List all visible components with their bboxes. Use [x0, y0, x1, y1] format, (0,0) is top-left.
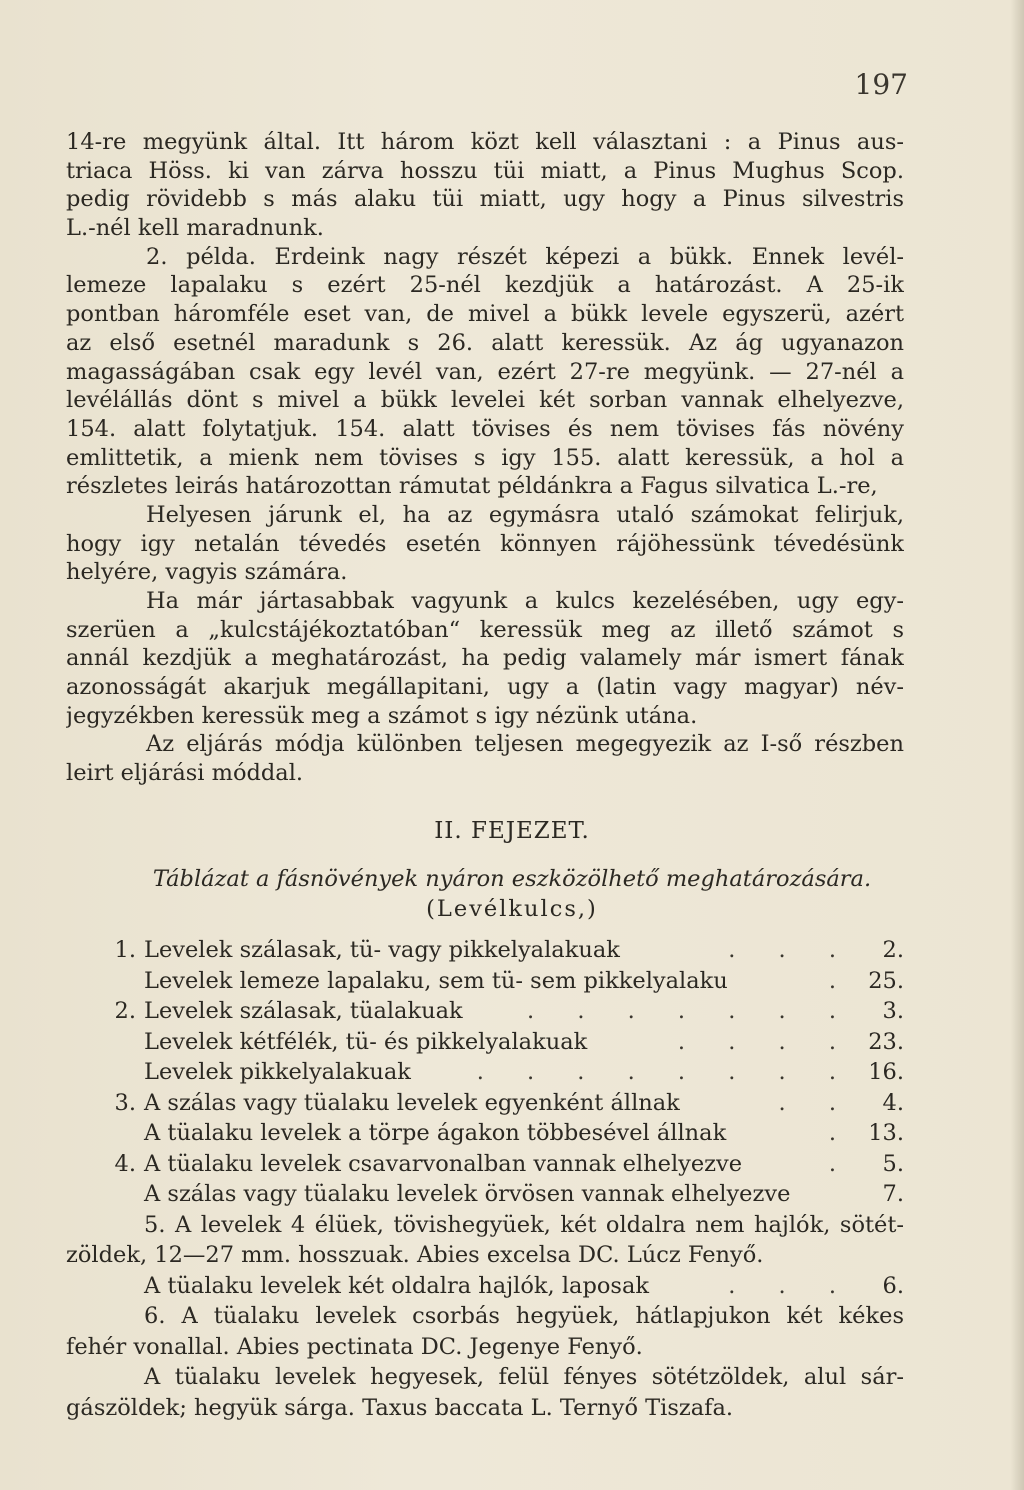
key-text: A szálas vagy tüalaku levelek örvösen vannak elhelyezve: [144, 1181, 791, 1207]
key-text: Levelek lemeze lapalaku, sem tü- sem pikkelyalaku: [144, 967, 728, 994]
text-line: 2. példa. Erdeink nagy részét képezi a bükk. Ennek levél-: [146, 243, 904, 270]
key-row: [66, 1118, 904, 1149]
text-line: pontban háromféle eset van, de mivel a bükk levele egyszerü, azért: [66, 301, 904, 328]
key-row: [66, 1149, 904, 1180]
text-line: L.-nél kell maradnunk.: [66, 215, 324, 242]
key-number: 1.: [114, 937, 136, 963]
key-leader-dots: . . .: [728, 1272, 854, 1299]
text-line: azonosságát akarjuk megállapitani, ugy a (latin vagy magyar) név-: [66, 674, 904, 701]
key-paragraph-line: [66, 1301, 904, 1332]
key-row: [66, 1088, 904, 1119]
key-reference: 5.: [882, 1150, 904, 1177]
key-text: zöldek, 12—27 mm. hosszuak. Abies excelsa DC. Lúcz Fenyő.: [66, 1242, 764, 1268]
key-row: [66, 1027, 904, 1058]
key-row: [66, 1057, 904, 1088]
key-row: [66, 1179, 904, 1210]
key-number: [66, 1118, 144, 1149]
text-line: 14-re megyünk által. Itt három közt kell választani : a Pinus aus-: [66, 129, 904, 155]
key-text: Levelek pikkelyalakuak: [144, 1059, 411, 1085]
key-text: Levelek szálasak, tüalakuak: [144, 998, 463, 1024]
text-line: annál kezdjük a meghatározást, ha pedig valamely már ismert fának: [66, 645, 904, 672]
body-text: [66, 128, 904, 788]
key-leader-dots: . .: [778, 1089, 854, 1116]
key-paragraph-line: [66, 1210, 904, 1241]
text-line: leirt eljárási móddal.: [66, 760, 304, 787]
key-text: Levelek kétfélék, tü- és pikkelyalakuak: [144, 1028, 588, 1055]
text-line: jegyzékben keressük meg a számot s igy nézünk utána.: [66, 702, 698, 729]
key-reference: 2.: [882, 937, 904, 963]
key-reference: 6.: [882, 1272, 904, 1299]
key-leader-dots: .: [828, 967, 854, 994]
key-number: 2.: [114, 998, 136, 1024]
text-line: részletes leirás határozottan rámutat példánkra a Fagus silvatica L.-re,: [66, 473, 878, 500]
key-reference: 7.: [882, 1181, 904, 1207]
text-line: magasságában csak egy levél van, ezért 27-re megyünk. — 27-nél a: [66, 358, 904, 385]
key-row: [66, 1271, 904, 1302]
key-number: 3.: [114, 1089, 136, 1116]
text-line: emlittetik, a mienk nem tövises s igy 155. alatt keressük, a hol a: [66, 444, 904, 471]
key-reference: 25.: [868, 967, 904, 994]
text-line: az első esetnél maradunk s 26. alatt keressük. Az ág ugyanazon: [66, 329, 904, 356]
key-leader-dots: [790, 1179, 864, 1210]
key-reference: 13.: [868, 1120, 904, 1146]
key-leader-dots: . . . . . . .: [527, 998, 854, 1024]
table-subtitle: (Levélkulcs,): [426, 896, 598, 922]
key-leader-dots: . . . .: [677, 1028, 854, 1055]
table-title: Táblázat a fásnövények nyáron eszközölhető meghatározására.: [152, 866, 872, 892]
key-leader-dots: . . .: [728, 937, 854, 963]
key-paragraph-line: [66, 1240, 904, 1271]
text-line: lemeze lapalaku s ezért 25-nél kezdjük a határozást. A 25-ik: [66, 272, 904, 299]
key-reference: 3.: [882, 998, 904, 1024]
text-line: pedig rövidebb s más alaku tüi miatt, ugy hogy a Pinus silvestris: [66, 186, 904, 213]
text-line: helyére, vagyis számára.: [66, 559, 348, 586]
key-text: fehér vonallal. Abies pectinata DC. Jegenye Fenyő.: [66, 1333, 643, 1360]
text-line: Az eljárás módja különben teljesen megegyezik az I-ső részben: [146, 731, 904, 758]
text-line: Helyesen járunk el, ha az egymásra utaló számokat felirjuk,: [146, 501, 904, 528]
key-reference: 4.: [882, 1089, 904, 1116]
key-row: [66, 996, 904, 1027]
key-leader-dots: .: [828, 1120, 854, 1146]
text-line: triaca Höss. ki van zárva hosszu tüi miatt, a Pinus Mughus Scop.: [66, 157, 904, 184]
key-reference: 16.: [868, 1059, 904, 1085]
key-number: [66, 1271, 144, 1302]
text-line: Ha már jártasabbak vagyunk a kulcs kezelésében, ugy egy-: [146, 588, 904, 614]
key-text: A tüalaku levelek két oldalra hajlók, laposak: [144, 1272, 650, 1299]
chapter-heading: II. FEJEZET.: [434, 818, 590, 844]
key-text: A tüalaku levelek hegyesek, felül fényes sötétzöldek, alul sár-: [144, 1364, 904, 1390]
key-leader-dots: . . . . . . . .: [476, 1059, 854, 1085]
key-text: gászöldek; hegyük sárga. Taxus baccata L. Ternyő Tiszafa.: [66, 1394, 734, 1421]
key-text: A tüalaku levelek a törpe ágakon többesével állnak: [144, 1120, 727, 1146]
key-text: Levelek szálasak, tü- vagy pikkelyalakuak: [144, 937, 620, 963]
page-edge-shadow: [1010, 0, 1024, 1490]
text-line: 154. alatt folytatjuk. 154. alatt tövises és nem tövises fás növény: [66, 415, 904, 442]
text-line: hogy igy netalán tévedés esetén könnyen rájöhessünk tévedésünk: [66, 530, 904, 557]
leaf-key-table: [66, 935, 904, 1423]
key-paragraph-line: [66, 1362, 904, 1393]
key-number: 4.: [114, 1150, 136, 1177]
key-number: [66, 966, 144, 997]
key-number: [66, 1057, 144, 1088]
key-text: A tüalaku levelek csavarvonalban vannak elhelyezve: [144, 1150, 743, 1177]
key-text: 6. A tüalaku levelek csorbás hegyüek, hátlapjukon két kékes: [144, 1303, 904, 1329]
key-number: [66, 1179, 144, 1210]
key-row: [66, 935, 904, 966]
key-paragraph-line: [66, 1332, 904, 1363]
key-reference: 23.: [868, 1028, 904, 1055]
key-number: [66, 1027, 144, 1058]
page-number: 197: [854, 68, 908, 101]
key-row: [66, 966, 904, 997]
key-text: 5. A levelek 4 élüek, tövishegyüek, két oldalra nem hajlók, sötét-: [144, 1211, 904, 1238]
text-line: szerüen a „kulcstájékoztatóban“ keressük meg az illető számot s: [66, 616, 904, 643]
key-leader-dots: .: [828, 1150, 854, 1177]
text-line: levélállás dönt s mivel a bükk levelei két sorban vannak elhelyezve,: [66, 387, 904, 414]
key-paragraph-line: [66, 1393, 904, 1424]
key-text: A szálas vagy tüalaku levelek egyenként állnak: [144, 1089, 680, 1116]
